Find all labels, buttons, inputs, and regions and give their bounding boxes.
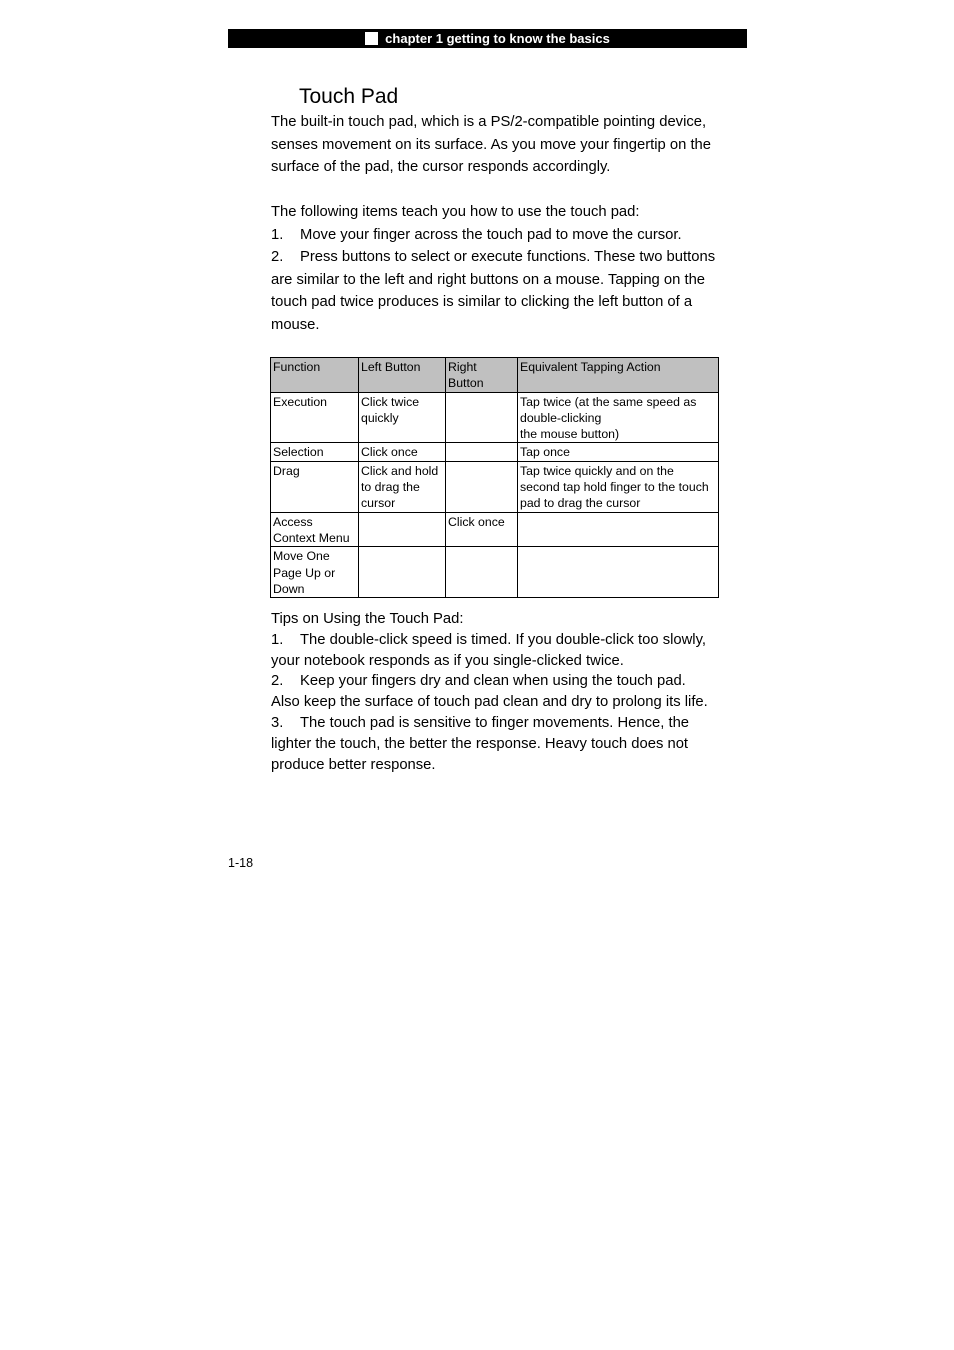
table-row [271, 443, 719, 461]
header-square-icon [365, 32, 378, 45]
tip-item-1 [271, 630, 749, 651]
tip-item-2 [271, 671, 749, 692]
page-title: Touch Pad [299, 85, 399, 108]
table-row [271, 392, 719, 443]
table-cell [446, 443, 518, 461]
tip-text-continued: produce better response. [271, 756, 436, 773]
column-header-right-button: Right Button [446, 358, 518, 393]
tip-text-continued: lighter the touch, the better the response. Heavy touch does not [271, 735, 689, 752]
table-cell: Selection [271, 443, 359, 461]
table-cell [446, 392, 518, 443]
table-cell [446, 461, 518, 512]
tip-text-continued: Also keep the surface of touch pad clean and dry to prolong its life. [271, 694, 708, 711]
intro-line: surface of the pad, the cursor responds accordingly. [271, 159, 611, 175]
table-cell: Move One Page Up or Down [271, 547, 359, 598]
table-cell: Drag [271, 461, 359, 512]
step-item-1 [271, 224, 749, 247]
table-cell: Click once [446, 512, 518, 547]
tip-text: The double-click speed is timed. If you double-click too slowly, [300, 631, 707, 648]
step-text: Press buttons to select or execute functions. These two buttons [300, 249, 716, 265]
table-row [271, 547, 719, 598]
tip-text-continued: your notebook responds as if you single-clicked twice. [271, 652, 624, 669]
table-header-row [271, 358, 719, 393]
table-cell: Execution [271, 392, 359, 443]
table-cell: Access Context Menu [271, 512, 359, 547]
table-row [271, 512, 719, 547]
page-number: 1-18 [228, 856, 254, 870]
tip-text: The touch pad is sensitive to finger movements. Hence, the [300, 714, 690, 731]
table-cell: Tap once [518, 443, 719, 461]
table-cell: Tap twice quickly and on the second tap hold finger to the touch pad to drag the cursor [518, 461, 719, 512]
table-cell [359, 547, 446, 598]
tip-number: 3. [271, 714, 284, 731]
step-text-continued: mouse. [271, 316, 320, 333]
table-cell: Tap twice (at the same speed as double-clicking the mouse button) [518, 392, 719, 443]
step-text-continued: touch pad twice produces is similar to clicking the left button of a [271, 294, 693, 310]
tips-lead: Tips on Using the Touch Pad: [271, 611, 464, 627]
table-cell [518, 547, 719, 598]
tips-section [271, 609, 749, 775]
column-header-tapping-action: Equivalent Tapping Action [518, 358, 719, 393]
tip-number: 1. [271, 631, 284, 648]
intro-line: The built-in touch pad, which is a PS/2-compatible pointing device, [271, 114, 707, 130]
step-number: 1. [271, 226, 284, 243]
tip-number: 2. [271, 673, 284, 690]
tip-item-3 [271, 713, 749, 734]
intro-paragraph [271, 111, 749, 179]
table-cell: Click and hold to drag the cursor [359, 461, 446, 512]
table-row [271, 461, 719, 512]
step-item-2 [271, 246, 749, 269]
chapter-header-bar [228, 29, 747, 48]
step-text-continued: are similar to the left and right buttons on a mouse. Tapping on the [271, 271, 706, 288]
steps-lead: The following items teach you how to use the touch pad: [271, 204, 640, 220]
table-cell: Click twice quickly [359, 392, 446, 443]
step-number: 2. [271, 249, 284, 265]
table-cell [359, 512, 446, 547]
step-text: Move your finger across the touch pad to move the cursor. [300, 226, 682, 243]
chapter-label: chapter 1 getting to know the basics [385, 31, 610, 46]
intro-line: senses movement on its surface. As you move your fingertip on the [271, 136, 712, 153]
usage-steps [271, 201, 749, 336]
table-cell [518, 512, 719, 547]
table-cell [446, 547, 518, 598]
column-header-left-button: Left Button [359, 358, 446, 393]
tip-text: Keep your fingers dry and clean when using the touch pad. [300, 673, 686, 690]
touchpad-function-table [270, 357, 719, 598]
table-cell: Click once [359, 443, 446, 461]
column-header-function: Function [271, 358, 359, 393]
